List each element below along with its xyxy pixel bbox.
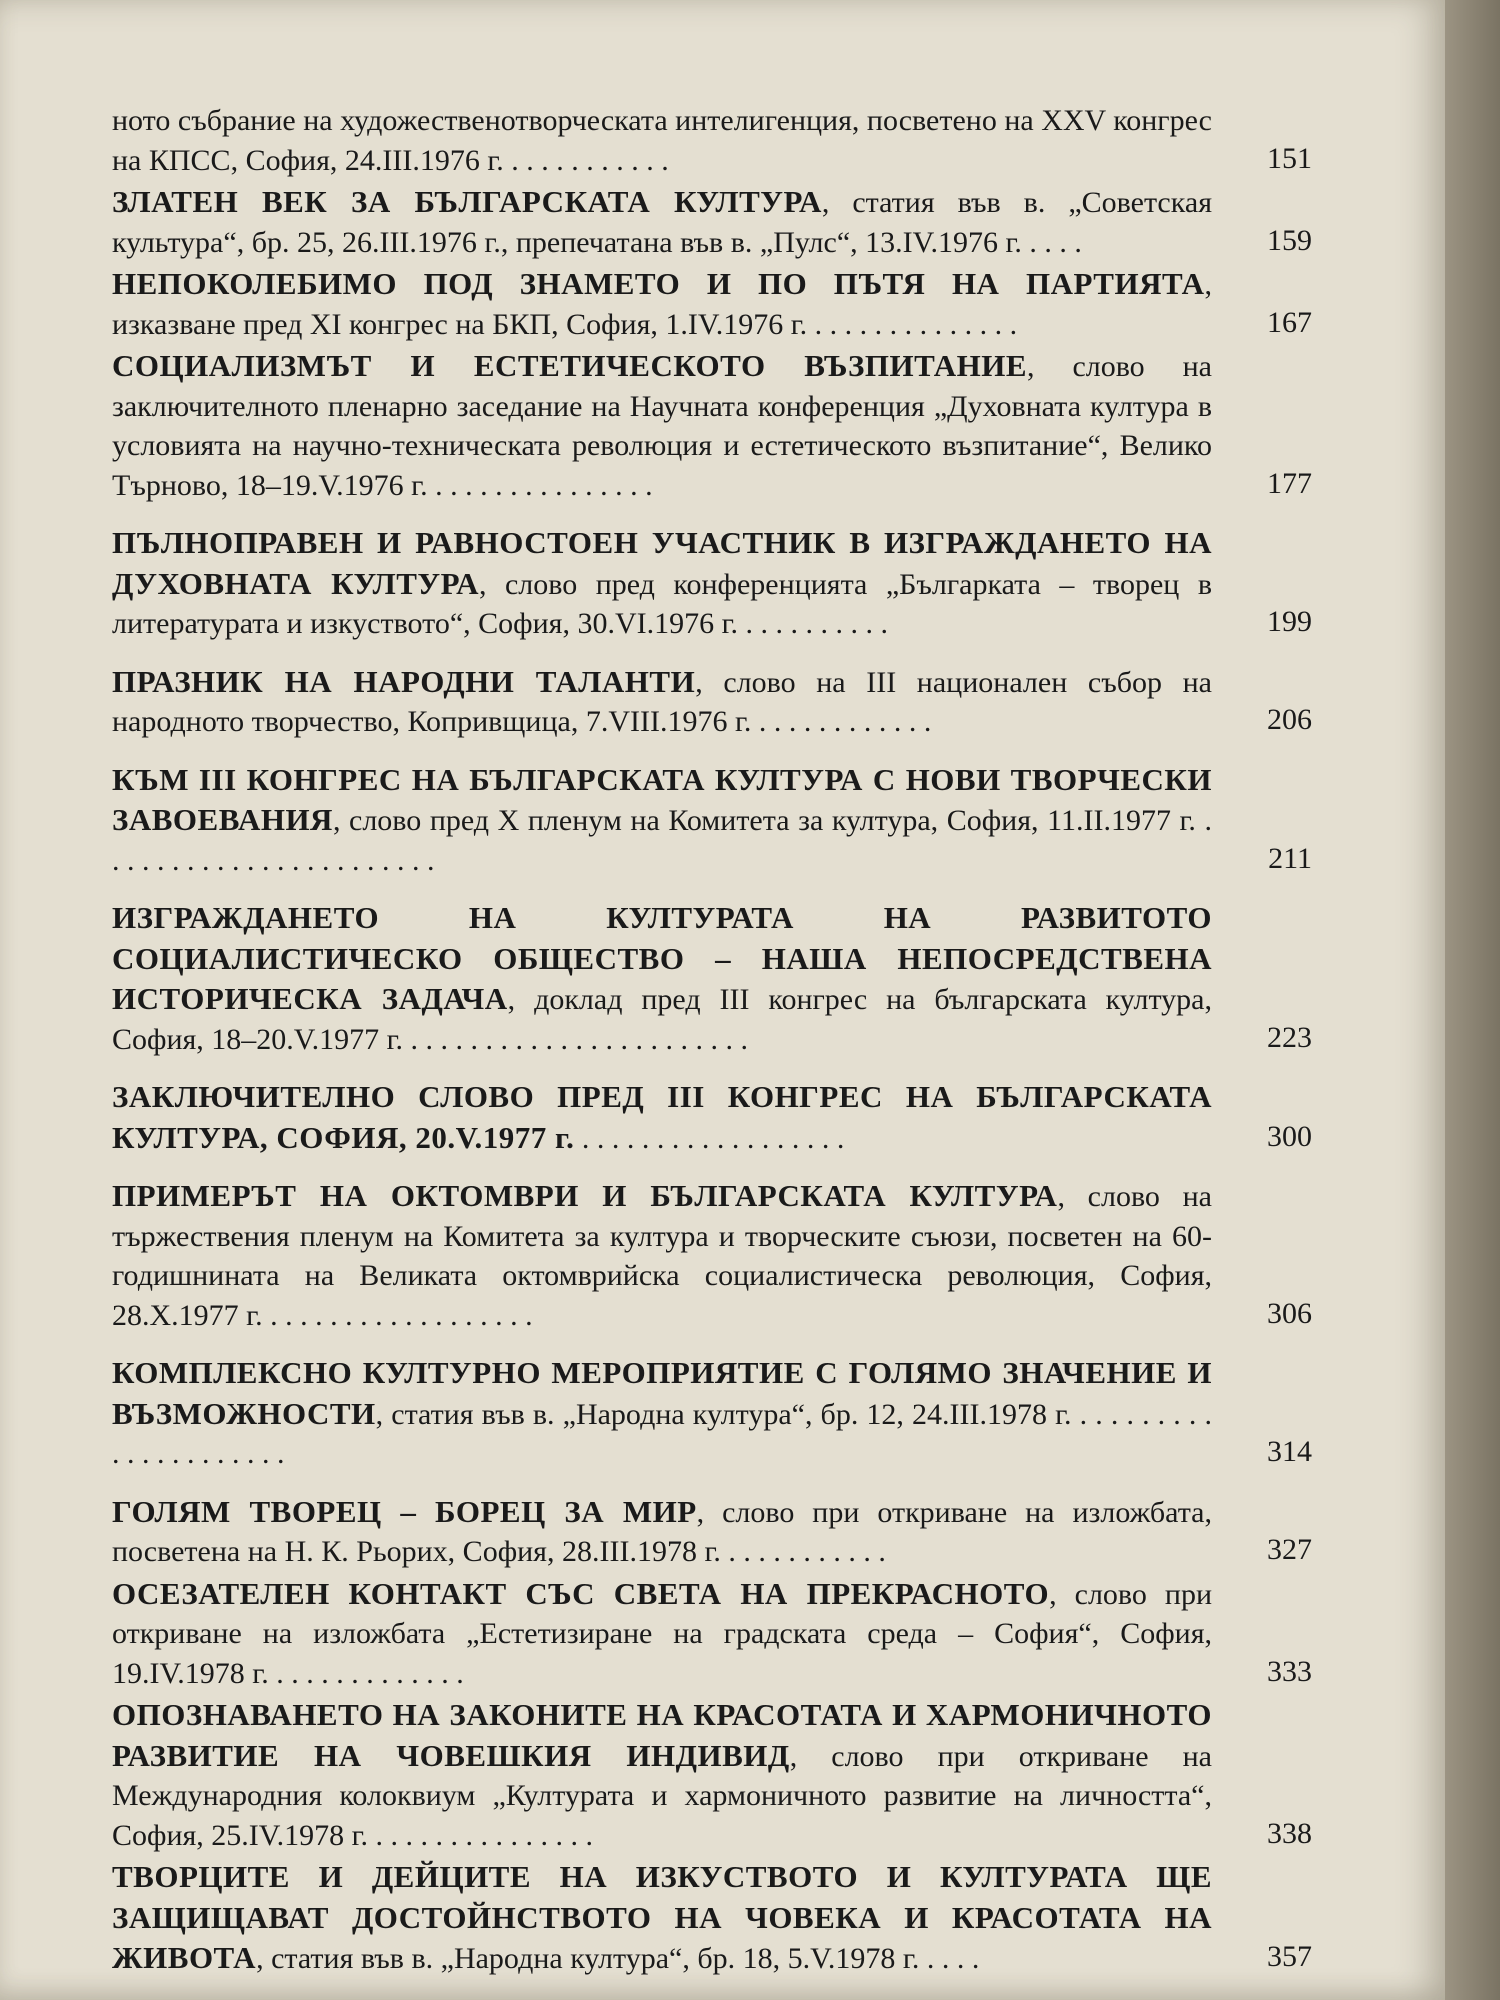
entry-title: ИЗГРАЖДАНЕТО НА КУЛТУРАТА НА РАЗВИТОТО СОЦИАЛИСТИЧЕСКО ОБЩЕСТВО – НАША НЕПОСРЕДСТВЕНА ИСТОРИЧЕСКА ЗАДАЧА: [112, 900, 1212, 1016]
page-number: 306: [1267, 1296, 1312, 1330]
toc-entry: [112, 100, 1312, 180]
entry-text: , статия във в. „Советская культура“, бр. 25, 26.III.1976 г., препечатана във в. „Пулс“, 13.IV.1976 г. . . . .: [112, 186, 1212, 259]
entry-title: КОМПЛЕКСНО КУЛТУРНО МЕРОПРИЯТИЕ С ГОЛЯМО ЗНАЧЕНИЕ И ВЪЗМОЖНОСТИ: [112, 1355, 1212, 1431]
page-edge: [1445, 0, 1500, 2000]
page-number: 211: [1268, 841, 1312, 875]
entry-title: ЗАКЛЮЧИТЕЛНО СЛОВО ПРЕД III КОНГРЕС НА БЪЛГАРСКАТА КУЛТУРА, СОФИЯ, 20.V.1977 г.: [112, 1079, 1212, 1155]
toc-entry: [112, 523, 1312, 644]
toc-entry: [112, 1176, 1312, 1335]
entry-title: КЪМ III КОНГРЕС НА БЪЛГАРСКАТА КУЛТУРА С НОВИ ТВОРЧЕСКИ ЗАВОЕВАНИЯ: [112, 761, 1212, 837]
page-number: 167: [1267, 305, 1312, 339]
entry-text: , слово на тържествения пленум на Комитета за култура и творческите съюзи, посветен на 60-годишнината на Великата октомврийска социалистическа революция, София, 28.X.1977 г. . . . . . . . . . . . . . . . . . .: [112, 1180, 1212, 1332]
entry-text: , доклад пред III конгрес на българската култура, София, 18–20.V.1977 г. . . . . . . . . . . . . . . . . . . . . . . .: [112, 983, 1212, 1056]
entry-text: , слово пред конференцията „Българката – творец в литературата и изкуството“, София, 30.VI.1976 г. . . . . . . . . . .: [112, 567, 1212, 640]
toc-entry: [112, 662, 1312, 742]
table-of-contents: [112, 100, 1312, 1979]
page-number: 159: [1267, 223, 1312, 257]
entry-title: ОСЕЗАТЕЛЕН КОНТАКТ СЪС СВЕТА НА ПРЕКРАСНОТО: [112, 1575, 1050, 1611]
toc-entry: [112, 760, 1312, 881]
entry-title: СОЦИАЛИЗМЪТ И ЕСТЕТИЧЕСКОТО ВЪЗПИТАНИЕ: [112, 348, 1027, 383]
entry-title: ОПОЗНАВАНЕТО НА ЗАКОНИТЕ НА КРАСОТАТА И ХАРМОНИЧНОТО РАЗВИТИЕ НА ЧОВЕШКИЯ ИНДИВИД: [112, 1697, 1212, 1773]
toc-entry: [112, 1353, 1312, 1474]
toc-entry: [112, 1077, 1312, 1158]
toc-entry: [112, 1857, 1312, 1979]
page-number: 338: [1267, 1816, 1312, 1850]
page-number: 223: [1267, 1020, 1312, 1054]
entry-title: ПЪЛНОПРАВЕН И РАВНОСТОЕН УЧАСТНИК В ИЗГРАЖДАНЕТО НА ДУХОВНАТА КУЛТУРА: [112, 525, 1212, 601]
page-number: 199: [1267, 605, 1312, 638]
page-number: 314: [1267, 1435, 1312, 1468]
entry-title: ПРИМЕРЪТ НА ОКТОМВРИ И БЪЛГАРСКАТА КУЛТУРА: [112, 1178, 1058, 1213]
entry-text: . . . . . . . . . . . . . . . . . .: [574, 1121, 845, 1155]
entry-title: ЗЛАТЕН ВЕК ЗА БЪЛГАРСКАТА КУЛТУРА: [112, 184, 822, 219]
entry-text: , слово на III национален събор на народното творчество, Копривщица, 7.VIII.1976 г. . . . . . . . . . . . .: [112, 665, 1212, 738]
page-number: 206: [1267, 703, 1312, 736]
entry-text: , слово при откриване на изложбата, посветена на Н. К. Рьорих, София, 28.III.1978 г. . . . . . . . . . . .: [112, 1495, 1212, 1568]
page-number: 327: [1267, 1533, 1312, 1566]
entry-text: , статия във в. „Народна култура“, бр. 18, 5.V.1978 г. . . . .: [256, 1942, 980, 1975]
toc-entry: [112, 346, 1312, 505]
toc-entry: [112, 1492, 1312, 1572]
page-number: 357: [1267, 1940, 1312, 1973]
page-number: 333: [1267, 1654, 1312, 1688]
toc-entry: [112, 898, 1312, 1059]
entry-text: , слово при откриване на Международния колоквиум „Културата и хармоничното развитие на личността“, София, 25.IV.1978 г. . . . . . . . . . . . . . . .: [112, 1739, 1212, 1852]
entry-text: , слово при откриване на изложбата „Естетизиране на градската среда – София“, София, 19.IV.1978 г. . . . . . . . . . . . . .: [112, 1577, 1213, 1690]
entry-text: , статия във в. „Народна култура“, бр. 12, 24.III.1978 г. . . . . . . . . . . . . . . . . . . . . .: [112, 1397, 1212, 1470]
entry-text: ното събрание на художественотворческата интелигенция, посветено на XXV конгрес на КПСС, София, 24.III.1976 г. . . . . . . . . . . .: [112, 104, 1212, 177]
entry-text: , слово пред X пленум на Комитета за култура, София, 11.II.1977 г. . . . . . . . . . . . . . . . . . . . . . . .: [112, 804, 1212, 877]
page-number: 151: [1267, 141, 1312, 175]
toc-entry: [112, 182, 1312, 262]
entry-title: НЕПОКОЛЕБИМО ПОД ЗНАМЕТО И ПО ПЪТЯ НА ПАРТИЯТА: [112, 266, 1205, 301]
toc-entry: [112, 264, 1312, 344]
toc-entry: [112, 1574, 1312, 1694]
toc-entry: [112, 1695, 1312, 1855]
page-number: 300: [1267, 1119, 1312, 1153]
entry-title: ПРАЗНИК НА НАРОДНИ ТАЛАНТИ: [112, 663, 696, 699]
entry-title: ГОЛЯМ ТВОРЕЦ – БОРЕЦ ЗА МИР: [112, 1493, 697, 1529]
entry-text: , изказване пред XI конгрес на БКП, София, 1.IV.1976 г. . . . . . . . . . . . . . .: [112, 268, 1212, 341]
entry-title: ТВОРЦИТЕ И ДЕЙЦИТЕ НА ИЗКУСТВОТО И КУЛТУРАТА ЩЕ ЗАЩИЩАВАТ ДОСТОЙНСТВОТО НА ЧОВЕКА И КРАСОТАТА НА ЖИВОТА: [112, 1859, 1212, 1975]
entry-text: , слово на заключителното пленарно заседание на Научната конференция „Духовната култура в условията на научно-техническата революция и естетическото възпитание“, Велико Търново, 18–19.V.1976 г. . . . . . . . . . . . . . . .: [112, 350, 1212, 502]
page-number: 177: [1267, 466, 1312, 500]
